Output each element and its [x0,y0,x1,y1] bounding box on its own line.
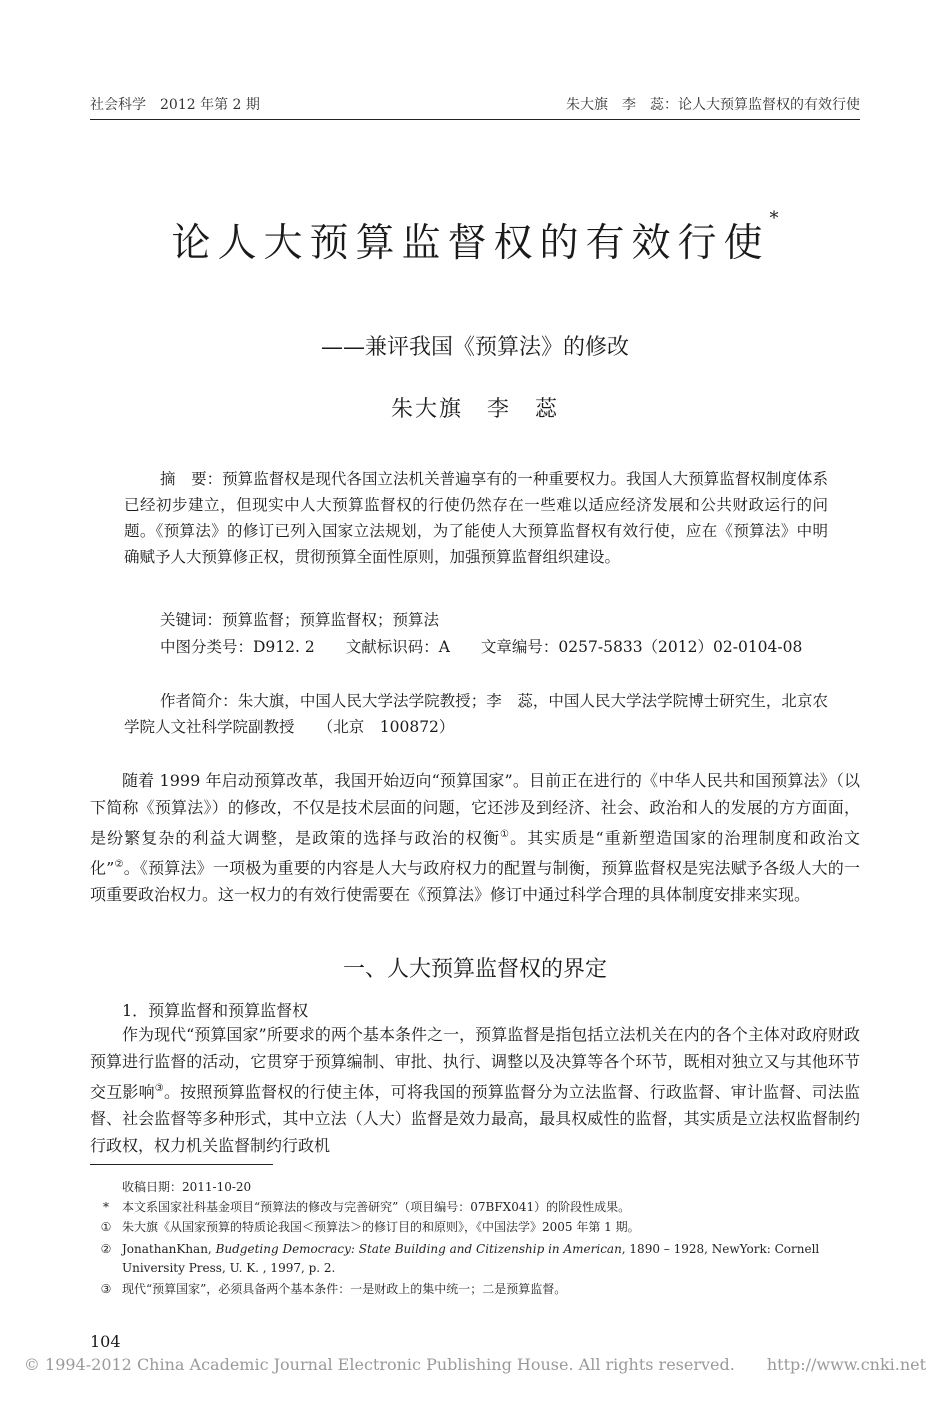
fund-mark: * [103,1200,109,1214]
header-rule [90,119,860,120]
intro-text-3: 。《预算法》一项极为重要的内容是人大与政府权力的配置与制衡，预算监督权是宪法赋予各级人大的一项重要政治权力。这一权力的有效行使需要在《预算法》修订中通过科学合理的具体制度安排来实现。 [90,858,860,904]
received-date: 收稿日期：2011-10-20 [122,1180,252,1194]
article-title-text: 论人大预算监督权的有效行使 [171,221,770,266]
footnote-2-author: JonathanKhan, [122,1242,216,1256]
para2-text-1: 作为现代“预算国家”所要求的两个基本条件之一，预算监督是指包括立法机关在内的各个主体对政府财政预算进行监督的活动，它贯穿于预算编制、审批、执行、调整以及决算等各个环节，既相对独立又与其他环节交互影响 [90,1025,860,1101]
keywords-label: 关键词： [160,611,223,629]
footnote-received [90,1178,860,1197]
intro-text-2: 。其实质是“重新塑造国家的治理制度和政治文化” [90,827,860,878]
running-header-article: 朱大旗 李 蕊：论人大预算监督权的有效行使 [566,97,860,113]
abstract-label: 摘 要： [160,470,223,488]
fund-text: 本文系国家社科基金项目“预算法的修改与完善研究”（项目编号：07BFX041）的阶段性成果。 [122,1200,631,1214]
footnote-ref-3: ③ [154,1082,164,1094]
author-bio [124,688,828,740]
section-heading: 一、人大预算监督权的界定 [342,957,607,982]
footnote-2-mark: ② [100,1242,112,1256]
footnote-2-book: Budgeting Democracy: State Building and Citizenship in American [215,1242,622,1256]
article-authors: 朱大旗 李 蕊 [390,397,559,422]
footnote-fund [90,1198,860,1217]
running-header-journal: 社会科学 2012 年第 2 期 [90,97,260,113]
footnote-1-mark: ① [100,1220,112,1234]
footnote-ref-1: ① [500,828,511,840]
footnote-2-text [122,1240,858,1278]
footnote-3 [90,1280,860,1299]
footnote-3-text: 现代“预算国家”，必须具备两个基本条件：一是财政上的集中统一；二是预算监督。 [122,1282,567,1296]
keywords-text: 预算监督；预算监督权；预算法 [222,611,440,629]
keywords [160,607,864,633]
para2-text-2: 。按照预算监督权的行使主体，可将我国的预算监督分为立法监督、行政监督、审计监督、司法监督、社会监督等多种形式，其中立法（人大）监督是效力最高，最具权威性的监督，其实质是立法权监督制约行政权，权力机关监督制约行政机 [90,1081,860,1155]
author-bio-text: 朱大旗，中国人民大学法学院教授；李 蕊，中国人民大学法学院博士研究生，北京农学院人文社科学院副教授 （北京 100872） [124,692,828,736]
subsection-heading: 1．预算监督和预算监督权 [122,1001,309,1020]
footnote-2 [90,1240,860,1278]
classification-line: 中图分类号：D912. 2 文献标识码：A 文章编号：0257-5833（2012）02-0104-08 [160,638,803,656]
abstract-text: 预算监督权是现代各国立法机关普遍享有的一种重要权力。我国人大预算监督权制度体系已经初步建立，但现实中人大预算监督权的行使仍然存在一些难以适应经济发展和公共财政运行的问题。《预算法》的修订已列入国家立法规划，为了能使人大预算监督权有效行使，应在《预算法》中明确赋予人大预算修正权，贯彻预算全面性原则，加强预算监督组织建设。 [124,470,828,566]
article-title [0,208,950,268]
footnote-2-rest: , 1890 – 1928, NewYork: Cornell University Press, U. K. , 1997, p. 2. [122,1242,820,1275]
intro-text-1: 随着 1999 年启动预算改革，我国开始迈向“预算国家”。目前正在进行的《中华人民共和国预算法》（以下简称《预算法》）的修改，不仅是技术层面的问题，它还涉及到经济、社会、政治和人的发展的方方面面，是纷繁复杂的利益大调整，是政策的选择与政治的权衡 [90,771,860,847]
title-footnote-mark: * [769,208,779,229]
footnote-1-text: 朱大旗《从国家预算的特质论我国＜预算法＞的修订目的和原则》，《中国法学》2005 年第 1 期。 [122,1220,640,1234]
footnote-1 [90,1218,860,1237]
footnote-3-mark: ③ [100,1282,112,1296]
footnote-ref-2: ② [114,858,124,870]
author-bio-label: 作者简介： [160,692,238,710]
footnote-rule [90,1164,273,1165]
abstract [124,466,828,570]
copyright-watermark: © 1994-2012 China Academic Journal Electronic Publishing House. All rights reserved. http://www.cnki.net [23,1355,927,1374]
article-subtitle: ——兼评我国《预算法》的修改 [320,335,629,360]
body-paragraph [90,1022,860,1159]
page-number: 104 [90,1332,121,1351]
intro-paragraph [90,768,860,909]
